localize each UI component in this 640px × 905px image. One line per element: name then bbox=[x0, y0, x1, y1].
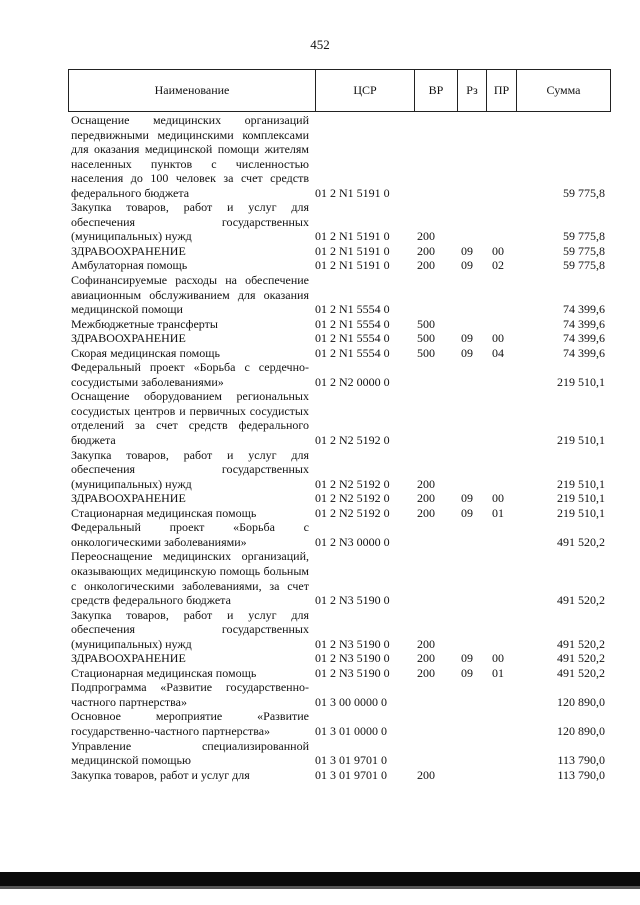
row-csr-code: 01 2 N3 5190 0 bbox=[315, 651, 390, 666]
row-vr: 200 bbox=[417, 651, 435, 666]
row-name: Закупка товаров, работ и услуг для обеспечения государственных (муниципальных) нужд bbox=[71, 607, 309, 651]
table-row bbox=[68, 448, 611, 492]
row-csr-code: 01 2 N2 5192 0 bbox=[315, 476, 390, 491]
row-name: Амбулаторная помощь bbox=[71, 258, 188, 273]
row-csr-code: 01 2 N2 5192 0 bbox=[315, 433, 390, 448]
row-rz: 09 bbox=[461, 345, 473, 360]
header-rz: Рз bbox=[458, 70, 487, 111]
row-name: Переоснащение медицинских организаций, оказывающих медицинскую помощь больным с онкологическими заболеваниями, за счет средств федерального бюджета bbox=[71, 549, 309, 608]
table-row bbox=[68, 739, 611, 768]
row-pr: 00 bbox=[492, 491, 504, 506]
table-body bbox=[68, 113, 611, 782]
row-sum: 74 399,6 bbox=[563, 331, 605, 346]
row-csr-code: 01 3 01 0000 0 bbox=[315, 723, 387, 738]
row-csr-code: 01 2 N1 5191 0 bbox=[315, 243, 390, 258]
row-rz: 09 bbox=[461, 331, 473, 346]
row-vr: 200 bbox=[417, 505, 435, 520]
table-row bbox=[68, 768, 611, 783]
row-csr-code: 01 2 N1 5191 0 bbox=[315, 258, 390, 273]
row-vr: 200 bbox=[417, 258, 435, 273]
row-vr: 200 bbox=[417, 767, 435, 782]
table-row bbox=[68, 680, 611, 709]
row-sum: 59 775,8 bbox=[563, 258, 605, 273]
row-csr-code: 01 2 N3 5190 0 bbox=[315, 636, 390, 651]
table-row bbox=[68, 258, 611, 273]
row-name: Закупка товаров, работ и услуг для bbox=[71, 767, 250, 782]
table-header bbox=[68, 69, 611, 112]
row-sum: 491 520,2 bbox=[557, 665, 605, 680]
table-row bbox=[68, 491, 611, 506]
row-name: Подпрограмма «Развитие государственно-частного партнерства» bbox=[71, 680, 309, 709]
row-name: Софинансируемые расходы на обеспечение авиационным обслуживанием для оказания медицинской помощи bbox=[71, 273, 309, 317]
header-sum: Сумма bbox=[546, 83, 581, 97]
row-pr: 00 bbox=[492, 331, 504, 346]
row-name: Федеральный проект «Борьба с сердечно-сосудистыми заболеваниями» bbox=[71, 360, 309, 389]
row-name: ЗДРАВООХРАНЕНИЕ bbox=[71, 331, 186, 346]
header-csr: ЦСР bbox=[316, 70, 415, 111]
row-sum: 219 510,1 bbox=[557, 491, 605, 506]
row-csr-code: 01 2 N2 0000 0 bbox=[315, 374, 390, 389]
row-vr: 200 bbox=[417, 665, 435, 680]
row-sum: 120 890,0 bbox=[557, 694, 605, 709]
row-csr-code: 01 3 01 9701 0 bbox=[315, 753, 387, 768]
row-rz: 09 bbox=[461, 505, 473, 520]
row-name: Управление специализированной медицинской помощью bbox=[71, 738, 309, 768]
row-name: Оснащение медицинских организаций передвижными медицинскими комплексами для оказания медицинской помощи жителям населенных пунктов с численностью населения до 100 человек за счет средств федерального бюджета bbox=[71, 113, 309, 200]
table-row bbox=[68, 317, 611, 332]
row-csr-code: 01 3 00 0000 0 bbox=[315, 694, 387, 709]
row-sum: 491 520,2 bbox=[557, 534, 605, 549]
row-name: Стационарная медицинская помощь bbox=[71, 505, 257, 520]
row-sum: 219 510,1 bbox=[557, 505, 605, 520]
row-name: Закупка товаров, работ и услуг для обеспечения государственных (муниципальных) нужд bbox=[71, 200, 309, 244]
row-sum: 113 790,0 bbox=[557, 753, 605, 768]
table-row bbox=[68, 651, 611, 666]
row-sum: 219 510,1 bbox=[557, 374, 605, 389]
row-name: Стационарная медицинская помощь bbox=[71, 665, 257, 680]
row-vr: 500 bbox=[417, 316, 435, 331]
row-csr-code: 01 3 01 9701 0 bbox=[315, 767, 387, 782]
scan-edge-bar bbox=[0, 872, 640, 886]
row-sum: 491 520,2 bbox=[557, 593, 605, 608]
row-rz: 09 bbox=[461, 258, 473, 273]
row-csr-code: 01 2 N2 5192 0 bbox=[315, 505, 390, 520]
table-row bbox=[68, 520, 611, 549]
row-name: ЗДРАВООХРАНЕНИЕ bbox=[71, 651, 186, 666]
table-row bbox=[68, 549, 611, 607]
table-row bbox=[68, 244, 611, 259]
row-sum: 74 399,6 bbox=[563, 345, 605, 360]
page-number: 452 bbox=[310, 37, 330, 52]
table-row bbox=[68, 200, 611, 244]
row-vr: 200 bbox=[417, 491, 435, 506]
table-row bbox=[68, 113, 611, 200]
row-rz: 09 bbox=[461, 665, 473, 680]
row-vr: 200 bbox=[417, 243, 435, 258]
table-row bbox=[68, 360, 611, 389]
row-name: Закупка товаров, работ и услуг для обеспечения государственных (муниципальных) нужд bbox=[71, 447, 309, 491]
row-pr: 01 bbox=[492, 665, 504, 680]
table-row bbox=[68, 709, 611, 738]
table-row bbox=[68, 346, 611, 361]
row-sum: 74 399,6 bbox=[563, 316, 605, 331]
row-csr-code: 01 2 N1 5191 0 bbox=[315, 185, 390, 200]
row-csr-code: 01 2 N1 5554 0 bbox=[315, 331, 390, 346]
row-vr: 500 bbox=[417, 345, 435, 360]
row-name: Основное мероприятие «Развитие государственно-частного партнерства» bbox=[71, 709, 309, 738]
row-csr-code: 01 2 N3 5190 0 bbox=[315, 665, 390, 680]
row-pr: 02 bbox=[492, 258, 504, 273]
row-pr: 04 bbox=[492, 345, 504, 360]
row-rz: 09 bbox=[461, 243, 473, 258]
row-name: Федеральный проект «Борьба с онкологическими заболеваниями» bbox=[71, 520, 309, 549]
row-sum: 74 399,6 bbox=[563, 302, 605, 317]
row-sum: 59 775,8 bbox=[563, 243, 605, 258]
table-row bbox=[68, 666, 611, 681]
row-sum: 59 775,8 bbox=[563, 185, 605, 200]
header-pr: ПР bbox=[487, 70, 517, 111]
row-csr-code: 01 2 N3 5190 0 bbox=[315, 593, 390, 608]
row-name: Межбюджетные трансферты bbox=[71, 316, 218, 331]
row-name: Оснащение оборудованием региональных сосудистых центров и первичных сосудистых отделений за счет средств федерального бюджета bbox=[71, 389, 309, 448]
row-csr-code: 01 2 N2 5192 0 bbox=[315, 491, 390, 506]
row-sum: 59 775,8 bbox=[563, 229, 605, 244]
table-row bbox=[68, 506, 611, 521]
row-sum: 491 520,2 bbox=[557, 636, 605, 651]
row-rz: 09 bbox=[461, 491, 473, 506]
row-sum: 113 790,0 bbox=[557, 767, 605, 782]
scan-edge-shadow bbox=[0, 886, 640, 889]
row-sum: 120 890,0 bbox=[557, 723, 605, 738]
row-sum: 219 510,1 bbox=[557, 476, 605, 491]
row-name: ЗДРАВООХРАНЕНИЕ bbox=[71, 243, 186, 258]
row-csr-code: 01 2 N1 5554 0 bbox=[315, 316, 390, 331]
table-row bbox=[68, 331, 611, 346]
row-pr: 00 bbox=[492, 243, 504, 258]
row-rz: 09 bbox=[461, 651, 473, 666]
row-csr-code: 01 2 N1 5191 0 bbox=[315, 229, 390, 244]
row-pr: 01 bbox=[492, 505, 504, 520]
header-name: Наименование bbox=[69, 70, 316, 111]
table-row bbox=[68, 273, 611, 317]
row-vr: 200 bbox=[417, 229, 435, 244]
table-row bbox=[68, 389, 611, 447]
row-csr-code: 01 2 N1 5554 0 bbox=[315, 302, 390, 317]
table-row bbox=[68, 608, 611, 652]
row-sum: 491 520,2 bbox=[557, 651, 605, 666]
row-name: Скорая медицинская помощь bbox=[71, 345, 220, 360]
row-vr: 500 bbox=[417, 331, 435, 346]
row-csr-code: 01 2 N1 5554 0 bbox=[315, 345, 390, 360]
row-sum: 219 510,1 bbox=[557, 433, 605, 448]
row-name: ЗДРАВООХРАНЕНИЕ bbox=[71, 491, 186, 506]
row-csr-code: 01 2 N3 0000 0 bbox=[315, 534, 390, 549]
row-pr: 00 bbox=[492, 651, 504, 666]
row-vr: 200 bbox=[417, 636, 435, 651]
header-vr: ВР bbox=[415, 70, 458, 111]
row-vr: 200 bbox=[417, 476, 435, 491]
